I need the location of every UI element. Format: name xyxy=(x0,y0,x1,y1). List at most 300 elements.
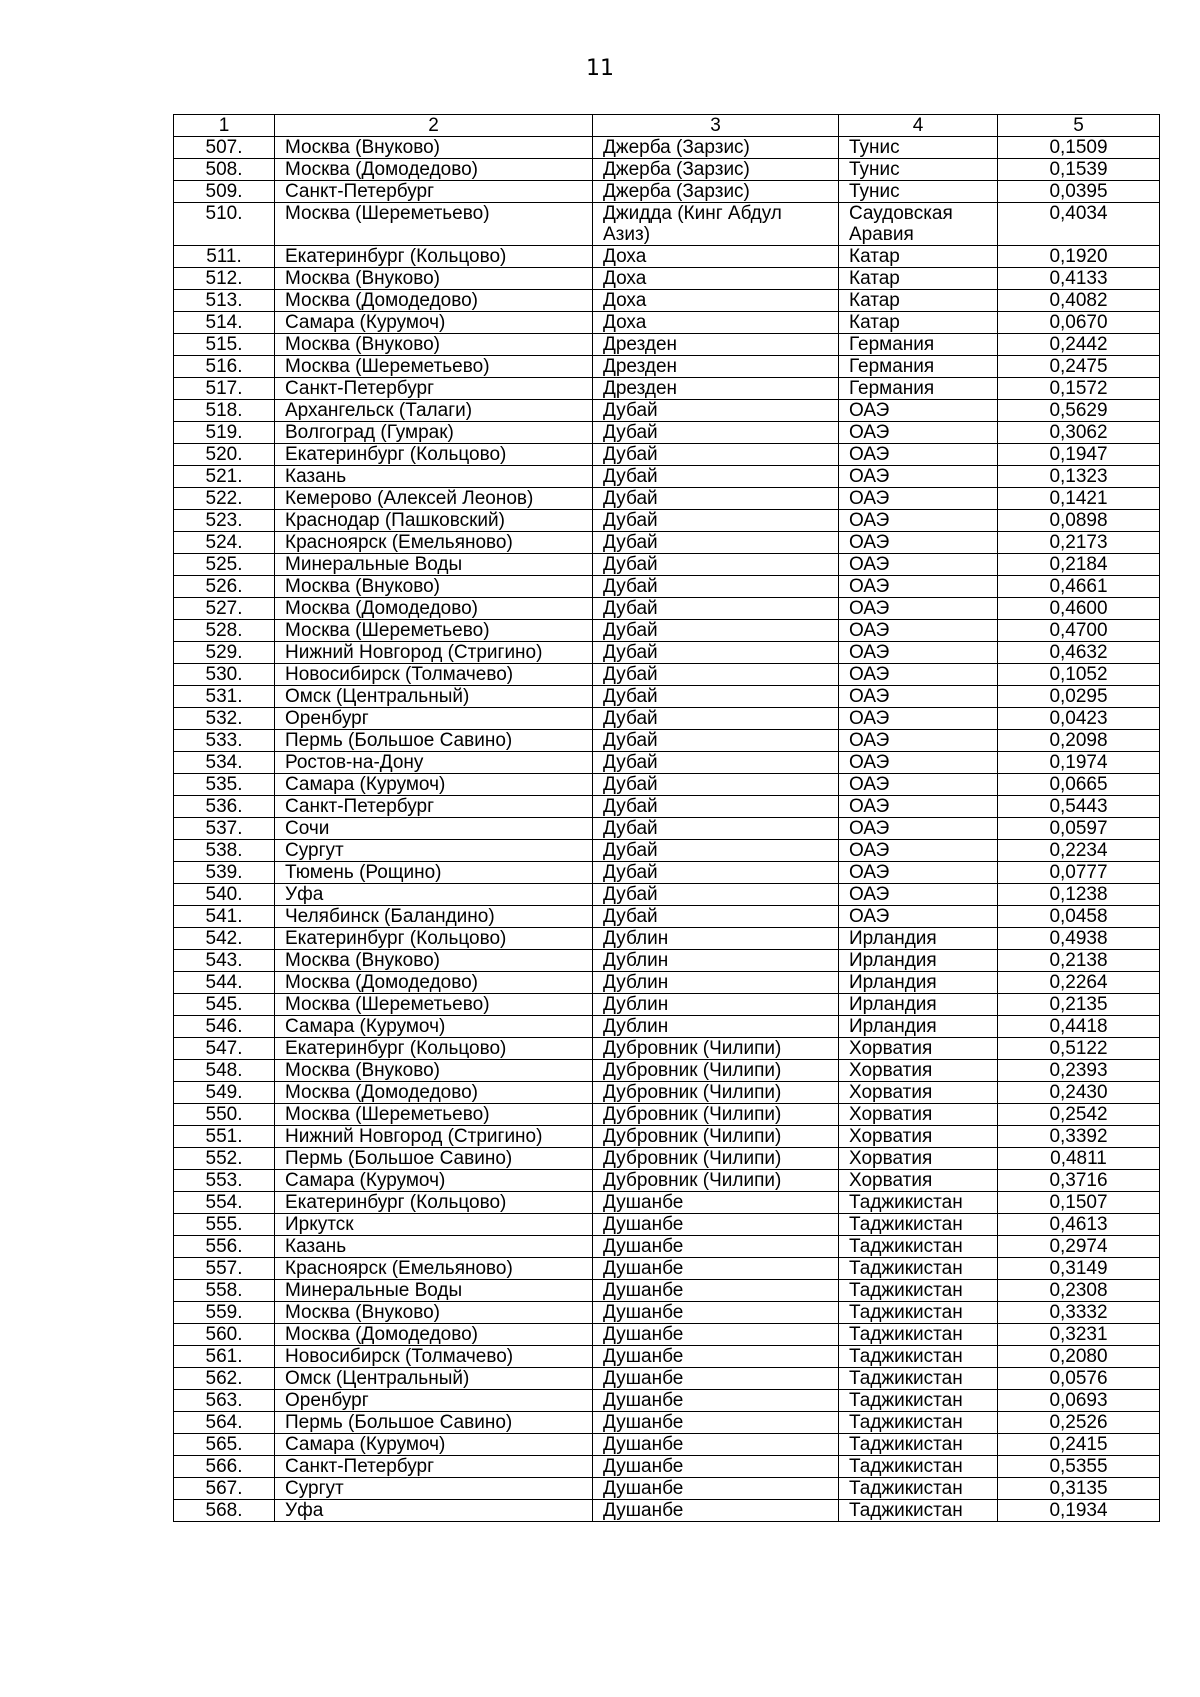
destination-country: Тунис xyxy=(839,137,998,159)
destination-country: Германия xyxy=(839,334,998,356)
departure-city: Санкт-Петербург xyxy=(275,1456,593,1478)
row-number: 533. xyxy=(174,730,275,752)
table-row xyxy=(174,752,1160,774)
row-number: 519. xyxy=(174,422,275,444)
destination-city: Дубай xyxy=(593,730,839,752)
table-row xyxy=(174,1478,1160,1500)
departure-city: Сочи xyxy=(275,818,593,840)
table-row xyxy=(174,1456,1160,1478)
row-number: 534. xyxy=(174,752,275,774)
departure-city: Минеральные Воды xyxy=(275,554,593,576)
table-row xyxy=(174,137,1160,159)
departure-city: Иркутск xyxy=(275,1214,593,1236)
destination-city: Душанбе xyxy=(593,1192,839,1214)
departure-city: Москва (Домодедово) xyxy=(275,598,593,620)
destination-city: Душанбе xyxy=(593,1346,839,1368)
row-number: 526. xyxy=(174,576,275,598)
departure-city: Нижний Новгород (Стригино) xyxy=(275,642,593,664)
destination-country: ОАЭ xyxy=(839,598,998,620)
destination-country: ОАЭ xyxy=(839,774,998,796)
departure-city: Москва (Домодедово) xyxy=(275,290,593,312)
destination-country: Саудовская Аравия xyxy=(839,203,998,246)
table-row xyxy=(174,466,1160,488)
coefficient-value: 0,1509 xyxy=(998,137,1160,159)
table-row xyxy=(174,1302,1160,1324)
table-row xyxy=(174,1170,1160,1192)
row-number: 514. xyxy=(174,312,275,334)
coefficient-value: 0,1920 xyxy=(998,246,1160,268)
destination-country: Таджикистан xyxy=(839,1324,998,1346)
destination-country: Ирландия xyxy=(839,928,998,950)
destination-city: Дубай xyxy=(593,686,839,708)
row-number: 564. xyxy=(174,1412,275,1434)
table-row xyxy=(174,1236,1160,1258)
coefficient-value: 0,2080 xyxy=(998,1346,1160,1368)
destination-country: ОАЭ xyxy=(839,796,998,818)
destination-country: Хорватия xyxy=(839,1082,998,1104)
table-header-row xyxy=(174,115,1160,137)
destination-country: ОАЭ xyxy=(839,576,998,598)
departure-city: Новосибирск (Толмачево) xyxy=(275,664,593,686)
destination-country: Хорватия xyxy=(839,1104,998,1126)
row-number: 521. xyxy=(174,466,275,488)
departure-city: Уфа xyxy=(275,884,593,906)
destination-city: Дубай xyxy=(593,840,839,862)
destination-country: ОАЭ xyxy=(839,444,998,466)
destination-city: Дубай xyxy=(593,664,839,686)
departure-city: Москва (Внуково) xyxy=(275,576,593,598)
table-row xyxy=(174,906,1160,928)
row-number: 523. xyxy=(174,510,275,532)
row-number: 558. xyxy=(174,1280,275,1302)
departure-city: Красноярск (Емельяново) xyxy=(275,532,593,554)
table-row xyxy=(174,994,1160,1016)
destination-city: Дубай xyxy=(593,400,839,422)
departure-city: Пермь (Большое Савино) xyxy=(275,730,593,752)
table-row xyxy=(174,576,1160,598)
row-number: 560. xyxy=(174,1324,275,1346)
departure-city: Москва (Домодедово) xyxy=(275,159,593,181)
table-row xyxy=(174,818,1160,840)
coefficient-value: 0,2308 xyxy=(998,1280,1160,1302)
destination-city: Дубровник (Чилипи) xyxy=(593,1148,839,1170)
destination-city: Дубай xyxy=(593,862,839,884)
row-number: 544. xyxy=(174,972,275,994)
coefficient-value: 0,3332 xyxy=(998,1302,1160,1324)
destination-city: Дрезден xyxy=(593,334,839,356)
departure-city: Самара (Курумоч) xyxy=(275,1170,593,1192)
destination-city: Доха xyxy=(593,246,839,268)
coefficient-value: 0,2442 xyxy=(998,334,1160,356)
destination-city: Душанбе xyxy=(593,1412,839,1434)
destination-city: Доха xyxy=(593,312,839,334)
destination-city: Дубай xyxy=(593,532,839,554)
departure-city: Оренбург xyxy=(275,1390,593,1412)
destination-country: Таджикистан xyxy=(839,1346,998,1368)
coefficient-value: 0,5629 xyxy=(998,400,1160,422)
destination-city: Дубровник (Чилипи) xyxy=(593,1060,839,1082)
coefficient-value: 0,1572 xyxy=(998,378,1160,400)
coefficient-value: 0,1238 xyxy=(998,884,1160,906)
destination-country: Катар xyxy=(839,268,998,290)
table-row xyxy=(174,1192,1160,1214)
row-number: 535. xyxy=(174,774,275,796)
row-number: 551. xyxy=(174,1126,275,1148)
destination-country: Таджикистан xyxy=(839,1258,998,1280)
routes-table-body xyxy=(174,115,1160,1522)
table-row xyxy=(174,1038,1160,1060)
row-number: 511. xyxy=(174,246,275,268)
coefficient-value: 0,1052 xyxy=(998,664,1160,686)
destination-city: Дублин xyxy=(593,950,839,972)
table-row xyxy=(174,708,1160,730)
table-row xyxy=(174,796,1160,818)
table-row xyxy=(174,1060,1160,1082)
destination-country: Таджикистан xyxy=(839,1478,998,1500)
departure-city: Екатеринбург (Кольцово) xyxy=(275,928,593,950)
table-row xyxy=(174,950,1160,972)
departure-city: Москва (Внуково) xyxy=(275,137,593,159)
row-number: 545. xyxy=(174,994,275,1016)
row-number: 542. xyxy=(174,928,275,950)
header-cell-3: 3 xyxy=(593,115,839,137)
row-number: 565. xyxy=(174,1434,275,1456)
departure-city: Кемерово (Алексей Леонов) xyxy=(275,488,593,510)
table-row xyxy=(174,620,1160,642)
destination-city: Джерба (Зарзис) xyxy=(593,159,839,181)
table-row xyxy=(174,290,1160,312)
row-number: 556. xyxy=(174,1236,275,1258)
destination-city: Дубай xyxy=(593,796,839,818)
coefficient-value: 0,2393 xyxy=(998,1060,1160,1082)
departure-city: Нижний Новгород (Стригино) xyxy=(275,1126,593,1148)
coefficient-value: 0,0777 xyxy=(998,862,1160,884)
destination-city: Дубай xyxy=(593,906,839,928)
table-row xyxy=(174,246,1160,268)
coefficient-value: 0,3149 xyxy=(998,1258,1160,1280)
destination-country: Тунис xyxy=(839,159,998,181)
table-row xyxy=(174,642,1160,664)
coefficient-value: 0,4700 xyxy=(998,620,1160,642)
coefficient-value: 0,1421 xyxy=(998,488,1160,510)
coefficient-value: 0,2542 xyxy=(998,1104,1160,1126)
departure-city: Омск (Центральный) xyxy=(275,1368,593,1390)
destination-city: Дубровник (Чилипи) xyxy=(593,1126,839,1148)
header-cell-1: 1 xyxy=(174,115,275,137)
row-number: 507. xyxy=(174,137,275,159)
row-number: 552. xyxy=(174,1148,275,1170)
destination-city: Джидда (Кинг Абдул Азиз) xyxy=(593,203,839,246)
departure-city: Ростов-на-Дону xyxy=(275,752,593,774)
coefficient-value: 0,2430 xyxy=(998,1082,1160,1104)
coefficient-value: 0,1539 xyxy=(998,159,1160,181)
departure-city: Москва (Шереметьево) xyxy=(275,994,593,1016)
row-number: 510. xyxy=(174,203,275,246)
coefficient-value: 0,1947 xyxy=(998,444,1160,466)
coefficient-value: 0,4034 xyxy=(998,203,1160,246)
destination-country: Хорватия xyxy=(839,1170,998,1192)
coefficient-value: 0,0295 xyxy=(998,686,1160,708)
destination-country: Хорватия xyxy=(839,1126,998,1148)
coefficient-value: 0,4613 xyxy=(998,1214,1160,1236)
row-number: 537. xyxy=(174,818,275,840)
header-cell-2: 2 xyxy=(275,115,593,137)
table-row xyxy=(174,686,1160,708)
destination-country: ОАЭ xyxy=(839,664,998,686)
table-row xyxy=(174,1368,1160,1390)
destination-city: Дубай xyxy=(593,488,839,510)
departure-city: Москва (Внуково) xyxy=(275,268,593,290)
row-number: 561. xyxy=(174,1346,275,1368)
destination-city: Дублин xyxy=(593,994,839,1016)
coefficient-value: 0,0395 xyxy=(998,181,1160,203)
coefficient-value: 0,2138 xyxy=(998,950,1160,972)
destination-city: Дубровник (Чилипи) xyxy=(593,1170,839,1192)
destination-country: ОАЭ xyxy=(839,818,998,840)
destination-city: Душанбе xyxy=(593,1500,839,1522)
row-number: 566. xyxy=(174,1456,275,1478)
departure-city: Красноярск (Емельяново) xyxy=(275,1258,593,1280)
row-number: 550. xyxy=(174,1104,275,1126)
departure-city: Москва (Шереметьево) xyxy=(275,203,593,246)
departure-city: Пермь (Большое Савино) xyxy=(275,1412,593,1434)
row-number: 508. xyxy=(174,159,275,181)
departure-city: Санкт-Петербург xyxy=(275,796,593,818)
table-row xyxy=(174,1148,1160,1170)
table-row xyxy=(174,400,1160,422)
row-number: 536. xyxy=(174,796,275,818)
row-number: 553. xyxy=(174,1170,275,1192)
header-cell-5: 5 xyxy=(998,115,1160,137)
departure-city: Екатеринбург (Кольцово) xyxy=(275,444,593,466)
row-number: 509. xyxy=(174,181,275,203)
table-row xyxy=(174,928,1160,950)
destination-country: Хорватия xyxy=(839,1038,998,1060)
destination-city: Доха xyxy=(593,268,839,290)
departure-city: Москва (Шереметьево) xyxy=(275,356,593,378)
row-number: 543. xyxy=(174,950,275,972)
row-number: 513. xyxy=(174,290,275,312)
departure-city: Москва (Внуково) xyxy=(275,1302,593,1324)
coefficient-value: 0,2974 xyxy=(998,1236,1160,1258)
row-number: 568. xyxy=(174,1500,275,1522)
destination-country: ОАЭ xyxy=(839,730,998,752)
coefficient-value: 0,5355 xyxy=(998,1456,1160,1478)
coefficient-value: 0,4661 xyxy=(998,576,1160,598)
departure-city: Волгоград (Гумрак) xyxy=(275,422,593,444)
coefficient-value: 0,0693 xyxy=(998,1390,1160,1412)
coefficient-value: 0,2098 xyxy=(998,730,1160,752)
departure-city: Казань xyxy=(275,1236,593,1258)
table-row xyxy=(174,444,1160,466)
departure-city: Москва (Шереметьево) xyxy=(275,620,593,642)
table-row xyxy=(174,268,1160,290)
destination-country: Таджикистан xyxy=(839,1456,998,1478)
destination-country: ОАЭ xyxy=(839,642,998,664)
destination-city: Дубай xyxy=(593,466,839,488)
departure-city: Минеральные Воды xyxy=(275,1280,593,1302)
destination-city: Дубай xyxy=(593,444,839,466)
departure-city: Санкт-Петербург xyxy=(275,378,593,400)
coefficient-value: 0,1507 xyxy=(998,1192,1160,1214)
destination-country: ОАЭ xyxy=(839,906,998,928)
departure-city: Омск (Центральный) xyxy=(275,686,593,708)
table-row xyxy=(174,1412,1160,1434)
departure-city: Самара (Курумоч) xyxy=(275,312,593,334)
destination-city: Душанбе xyxy=(593,1368,839,1390)
destination-country: ОАЭ xyxy=(839,488,998,510)
coefficient-value: 0,5443 xyxy=(998,796,1160,818)
coefficient-value: 0,4938 xyxy=(998,928,1160,950)
coefficient-value: 0,3231 xyxy=(998,1324,1160,1346)
coefficient-value: 0,4082 xyxy=(998,290,1160,312)
destination-country: ОАЭ xyxy=(839,532,998,554)
coefficient-value: 0,2135 xyxy=(998,994,1160,1016)
table-row xyxy=(174,181,1160,203)
table-row xyxy=(174,1434,1160,1456)
destination-country: Таджикистан xyxy=(839,1236,998,1258)
destination-city: Дубай xyxy=(593,708,839,730)
coefficient-value: 0,2264 xyxy=(998,972,1160,994)
destination-city: Джерба (Зарзис) xyxy=(593,181,839,203)
coefficient-value: 0,0423 xyxy=(998,708,1160,730)
row-number: 516. xyxy=(174,356,275,378)
coefficient-value: 0,1974 xyxy=(998,752,1160,774)
row-number: 538. xyxy=(174,840,275,862)
table-row xyxy=(174,774,1160,796)
table-row xyxy=(174,422,1160,444)
destination-city: Дублин xyxy=(593,1016,839,1038)
row-number: 524. xyxy=(174,532,275,554)
coefficient-value: 0,2234 xyxy=(998,840,1160,862)
table-row xyxy=(174,488,1160,510)
destination-country: ОАЭ xyxy=(839,400,998,422)
routes-table xyxy=(173,114,1160,1522)
destination-country: ОАЭ xyxy=(839,422,998,444)
destination-city: Душанбе xyxy=(593,1258,839,1280)
departure-city: Архангельск (Талаги) xyxy=(275,400,593,422)
departure-city: Самара (Курумоч) xyxy=(275,774,593,796)
row-number: 520. xyxy=(174,444,275,466)
table-row xyxy=(174,598,1160,620)
row-number: 517. xyxy=(174,378,275,400)
departure-city: Москва (Внуково) xyxy=(275,950,593,972)
table-row xyxy=(174,1346,1160,1368)
destination-city: Душанбе xyxy=(593,1434,839,1456)
destination-country: ОАЭ xyxy=(839,708,998,730)
coefficient-value: 0,0670 xyxy=(998,312,1160,334)
header-cell-4: 4 xyxy=(839,115,998,137)
destination-city: Дубай xyxy=(593,598,839,620)
coefficient-value: 0,2415 xyxy=(998,1434,1160,1456)
destination-country: Таджикистан xyxy=(839,1500,998,1522)
departure-city: Новосибирск (Толмачево) xyxy=(275,1346,593,1368)
departure-city: Москва (Домодедово) xyxy=(275,1324,593,1346)
departure-city: Екатеринбург (Кольцово) xyxy=(275,1038,593,1060)
table-row xyxy=(174,1500,1160,1522)
destination-city: Джерба (Зарзис) xyxy=(593,137,839,159)
coefficient-value: 0,4632 xyxy=(998,642,1160,664)
table-row xyxy=(174,884,1160,906)
row-number: 549. xyxy=(174,1082,275,1104)
coefficient-value: 0,2184 xyxy=(998,554,1160,576)
row-number: 531. xyxy=(174,686,275,708)
destination-country: Таджикистан xyxy=(839,1390,998,1412)
departure-city: Москва (Шереметьево) xyxy=(275,1104,593,1126)
destination-country: ОАЭ xyxy=(839,840,998,862)
departure-city: Самара (Курумоч) xyxy=(275,1434,593,1456)
row-number: 518. xyxy=(174,400,275,422)
page-number: 11 xyxy=(586,56,614,81)
coefficient-value: 0,4418 xyxy=(998,1016,1160,1038)
row-number: 539. xyxy=(174,862,275,884)
destination-city: Дубай xyxy=(593,818,839,840)
destination-city: Душанбе xyxy=(593,1456,839,1478)
coefficient-value: 0,4811 xyxy=(998,1148,1160,1170)
coefficient-value: 0,1323 xyxy=(998,466,1160,488)
row-number: 522. xyxy=(174,488,275,510)
destination-country: Таджикистан xyxy=(839,1280,998,1302)
destination-country: ОАЭ xyxy=(839,862,998,884)
destination-country: Хорватия xyxy=(839,1060,998,1082)
destination-country: ОАЭ xyxy=(839,620,998,642)
row-number: 515. xyxy=(174,334,275,356)
departure-city: Екатеринбург (Кольцово) xyxy=(275,1192,593,1214)
coefficient-value: 0,4133 xyxy=(998,268,1160,290)
row-number: 540. xyxy=(174,884,275,906)
table-row xyxy=(174,554,1160,576)
table-row xyxy=(174,356,1160,378)
destination-country: Катар xyxy=(839,290,998,312)
coefficient-value: 0,0576 xyxy=(998,1368,1160,1390)
destination-city: Дубровник (Чилипи) xyxy=(593,1104,839,1126)
coefficient-value: 0,3392 xyxy=(998,1126,1160,1148)
destination-country: Катар xyxy=(839,312,998,334)
row-number: 548. xyxy=(174,1060,275,1082)
row-number: 557. xyxy=(174,1258,275,1280)
destination-country: Ирландия xyxy=(839,994,998,1016)
destination-city: Душанбе xyxy=(593,1236,839,1258)
destination-city: Дублин xyxy=(593,928,839,950)
row-number: 528. xyxy=(174,620,275,642)
destination-country: Германия xyxy=(839,356,998,378)
destination-city: Дубай xyxy=(593,554,839,576)
departure-city: Челябинск (Баландино) xyxy=(275,906,593,928)
coefficient-value: 0,3716 xyxy=(998,1170,1160,1192)
destination-city: Душанбе xyxy=(593,1478,839,1500)
destination-city: Доха xyxy=(593,290,839,312)
destination-city: Дубай xyxy=(593,422,839,444)
destination-city: Дрезден xyxy=(593,356,839,378)
destination-country: Тунис xyxy=(839,181,998,203)
coefficient-value: 0,0665 xyxy=(998,774,1160,796)
departure-city: Санкт-Петербург xyxy=(275,181,593,203)
row-number: 512. xyxy=(174,268,275,290)
table-row xyxy=(174,532,1160,554)
coefficient-value: 0,2173 xyxy=(998,532,1160,554)
table-row xyxy=(174,1324,1160,1346)
table-row xyxy=(174,1214,1160,1236)
destination-city: Душанбе xyxy=(593,1302,839,1324)
table-row xyxy=(174,1390,1160,1412)
departure-city: Екатеринбург (Кольцово) xyxy=(275,246,593,268)
departure-city: Оренбург xyxy=(275,708,593,730)
departure-city: Москва (Внуково) xyxy=(275,1060,593,1082)
departure-city: Самара (Курумоч) xyxy=(275,1016,593,1038)
destination-country: Ирландия xyxy=(839,950,998,972)
table-row xyxy=(174,334,1160,356)
row-number: 532. xyxy=(174,708,275,730)
